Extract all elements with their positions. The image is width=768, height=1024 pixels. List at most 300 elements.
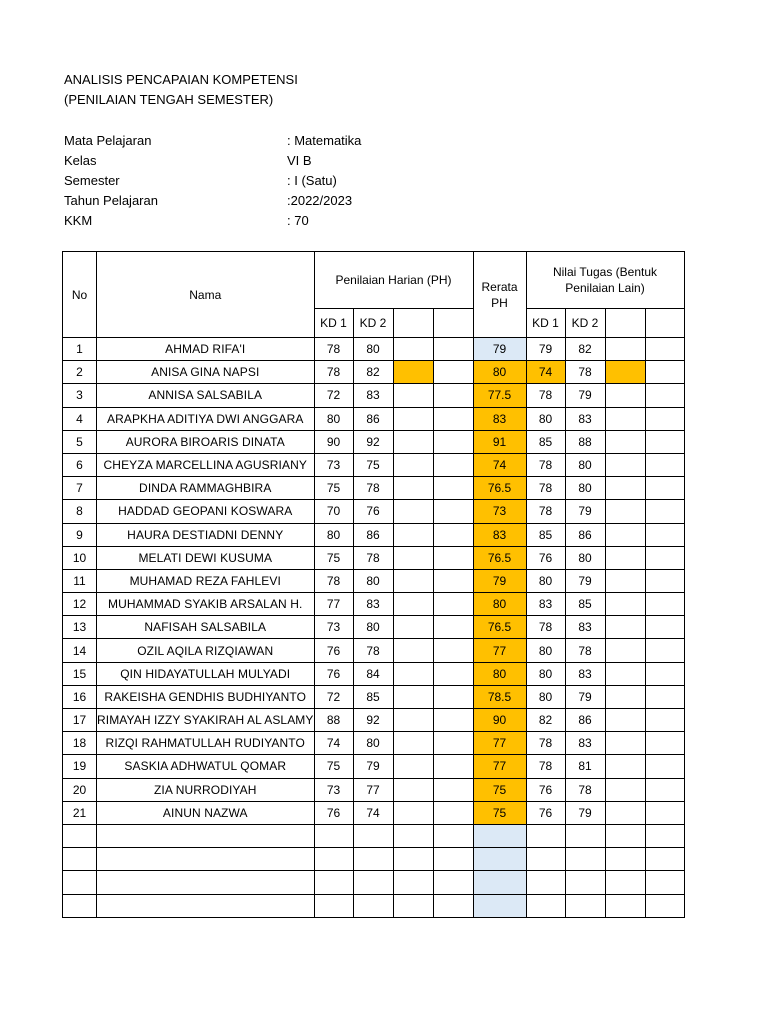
- row-name[interactable]: DINDA RAMMAGHBIRA: [97, 477, 315, 500]
- empty-cell[interactable]: [314, 871, 353, 894]
- row-name[interactable]: OZIL AQILA RIZQIAWAN: [97, 639, 315, 662]
- row-tugas-kd2[interactable]: 79: [565, 500, 605, 523]
- row-tugas-extra-1[interactable]: [605, 361, 645, 384]
- row-name[interactable]: MUHAMAD REZA FAHLEVI: [97, 569, 315, 592]
- row-tugas-kd1[interactable]: 80: [526, 685, 565, 708]
- row-rerata[interactable]: 75: [473, 778, 526, 801]
- empty-cell[interactable]: [565, 824, 605, 847]
- empty-cell[interactable]: [353, 824, 393, 847]
- row-ph-extra-2[interactable]: [433, 338, 473, 361]
- row-no[interactable]: 15: [63, 662, 97, 685]
- row-name[interactable]: ARAPKHA ADITIYA DWI ANGGARA: [97, 407, 315, 430]
- row-tugas-extra-1[interactable]: [605, 662, 645, 685]
- row-ph-extra-2[interactable]: [433, 709, 473, 732]
- empty-cell[interactable]: [605, 848, 645, 871]
- row-ph-kd1[interactable]: 75: [314, 546, 353, 569]
- row-ph-kd1[interactable]: 76: [314, 662, 353, 685]
- row-ph-extra-2[interactable]: [433, 453, 473, 476]
- row-tugas-extra-2[interactable]: [645, 384, 684, 407]
- semester-value: : I (Satu): [287, 173, 337, 188]
- row-tugas-extra-2[interactable]: [645, 430, 684, 453]
- row-tugas-extra-1[interactable]: [605, 709, 645, 732]
- empty-cell[interactable]: [473, 824, 526, 847]
- table-row: [63, 755, 685, 778]
- row-tugas-kd2[interactable]: 85: [565, 593, 605, 616]
- row-ph-kd1[interactable]: 78: [314, 569, 353, 592]
- row-ph-extra-2[interactable]: [433, 593, 473, 616]
- row-tugas-kd1[interactable]: 80: [526, 639, 565, 662]
- row-ph-kd2[interactable]: 78: [353, 477, 393, 500]
- row-rerata[interactable]: 75: [473, 801, 526, 824]
- row-rerata[interactable]: 76.5: [473, 616, 526, 639]
- row-ph-extra-2[interactable]: [433, 546, 473, 569]
- empty-cell[interactable]: [353, 871, 393, 894]
- row-ph-kd2[interactable]: 78: [353, 639, 393, 662]
- row-tugas-kd1[interactable]: 76: [526, 778, 565, 801]
- table-row: [63, 639, 685, 662]
- row-no[interactable]: 4: [63, 407, 97, 430]
- row-ph-extra-2[interactable]: [433, 361, 473, 384]
- row-ph-kd1[interactable]: 90: [314, 430, 353, 453]
- row-name[interactable]: AHMAD RIFA'I: [97, 338, 315, 361]
- row-tugas-kd1[interactable]: 76: [526, 546, 565, 569]
- row-name[interactable]: QIN HIDAYATULLAH MULYADI: [97, 662, 315, 685]
- row-ph-extra-1[interactable]: [393, 755, 433, 778]
- empty-cell[interactable]: [565, 871, 605, 894]
- row-name[interactable]: ANNISA SALSABILA: [97, 384, 315, 407]
- header-tugas-kd1: KD 1: [526, 309, 565, 338]
- row-name[interactable]: ZIA NURRODIYAH: [97, 778, 315, 801]
- row-tugas-extra-2[interactable]: [645, 639, 684, 662]
- row-tugas-extra-2[interactable]: [645, 662, 684, 685]
- row-tugas-kd1[interactable]: 78: [526, 616, 565, 639]
- empty-cell[interactable]: [473, 848, 526, 871]
- empty-cell[interactable]: [393, 871, 433, 894]
- row-ph-extra-1[interactable]: [393, 685, 433, 708]
- row-ph-kd2[interactable]: 76: [353, 500, 393, 523]
- row-tugas-extra-1[interactable]: [605, 639, 645, 662]
- row-ph-extra-2[interactable]: [433, 569, 473, 592]
- row-no[interactable]: 3: [63, 384, 97, 407]
- empty-table-row: [63, 894, 685, 917]
- row-ph-extra-2[interactable]: [433, 477, 473, 500]
- row-tugas-kd1[interactable]: 78: [526, 453, 565, 476]
- row-tugas-extra-1[interactable]: [605, 523, 645, 546]
- row-tugas-kd2[interactable]: 86: [565, 709, 605, 732]
- row-tugas-kd1[interactable]: 82: [526, 709, 565, 732]
- header-ph-kd1: KD 1: [314, 309, 353, 338]
- empty-cell[interactable]: [63, 824, 97, 847]
- row-tugas-kd1[interactable]: 83: [526, 593, 565, 616]
- row-ph-kd2[interactable]: 75: [353, 453, 393, 476]
- row-tugas-kd2[interactable]: 78: [565, 639, 605, 662]
- row-tugas-extra-2[interactable]: [645, 593, 684, 616]
- row-ph-extra-1[interactable]: [393, 477, 433, 500]
- row-rerata[interactable]: 77: [473, 755, 526, 778]
- row-tugas-kd1[interactable]: 79: [526, 338, 565, 361]
- row-no[interactable]: 5: [63, 430, 97, 453]
- row-ph-kd2[interactable]: 92: [353, 709, 393, 732]
- row-ph-extra-1[interactable]: [393, 384, 433, 407]
- row-ph-kd1[interactable]: 73: [314, 616, 353, 639]
- row-ph-extra-2[interactable]: [433, 407, 473, 430]
- row-no[interactable]: 18: [63, 732, 97, 755]
- row-no[interactable]: 20: [63, 778, 97, 801]
- row-ph-extra-2[interactable]: [433, 662, 473, 685]
- empty-cell[interactable]: [63, 848, 97, 871]
- row-ph-kd1[interactable]: 80: [314, 523, 353, 546]
- row-tugas-extra-1[interactable]: [605, 569, 645, 592]
- empty-cell[interactable]: [314, 824, 353, 847]
- row-tugas-extra-2[interactable]: [645, 338, 684, 361]
- row-no[interactable]: 14: [63, 639, 97, 662]
- row-ph-kd2[interactable]: 86: [353, 407, 393, 430]
- row-ph-kd1[interactable]: 75: [314, 477, 353, 500]
- row-tugas-extra-2[interactable]: [645, 755, 684, 778]
- row-ph-kd2[interactable]: 82: [353, 361, 393, 384]
- row-tugas-kd2[interactable]: 80: [565, 477, 605, 500]
- empty-cell[interactable]: [314, 848, 353, 871]
- empty-cell[interactable]: [433, 824, 473, 847]
- row-ph-extra-1[interactable]: [393, 500, 433, 523]
- row-tugas-kd2[interactable]: 81: [565, 755, 605, 778]
- row-tugas-kd2[interactable]: 80: [565, 546, 605, 569]
- row-ph-extra-1[interactable]: [393, 801, 433, 824]
- row-tugas-extra-2[interactable]: [645, 453, 684, 476]
- row-name[interactable]: HADDAD GEOPANI KOSWARA: [97, 500, 315, 523]
- row-ph-extra-2[interactable]: [433, 500, 473, 523]
- row-tugas-kd1[interactable]: 74: [526, 361, 565, 384]
- row-ph-extra-1[interactable]: [393, 778, 433, 801]
- row-tugas-extra-2[interactable]: [645, 801, 684, 824]
- row-ph-extra-2[interactable]: [433, 732, 473, 755]
- row-tugas-extra-2[interactable]: [645, 732, 684, 755]
- row-no[interactable]: 17: [63, 709, 97, 732]
- row-rerata[interactable]: 76.5: [473, 546, 526, 569]
- row-ph-kd1[interactable]: 72: [314, 384, 353, 407]
- row-ph-kd1[interactable]: 78: [314, 338, 353, 361]
- row-no[interactable]: 2: [63, 361, 97, 384]
- row-rerata[interactable]: 83: [473, 407, 526, 430]
- row-tugas-kd1[interactable]: 80: [526, 407, 565, 430]
- row-rerata[interactable]: 90: [473, 709, 526, 732]
- empty-cell[interactable]: [645, 871, 684, 894]
- row-tugas-kd2[interactable]: 79: [565, 384, 605, 407]
- row-no[interactable]: 13: [63, 616, 97, 639]
- row-rerata[interactable]: 73: [473, 500, 526, 523]
- row-tugas-kd2[interactable]: 86: [565, 523, 605, 546]
- row-name[interactable]: ANISA GINA NAPSI: [97, 361, 315, 384]
- row-ph-extra-1[interactable]: [393, 709, 433, 732]
- row-ph-extra-1[interactable]: [393, 616, 433, 639]
- row-ph-kd2[interactable]: 78: [353, 546, 393, 569]
- row-ph-extra-2[interactable]: [433, 616, 473, 639]
- row-tugas-kd2[interactable]: 78: [565, 361, 605, 384]
- row-ph-extra-1[interactable]: [393, 523, 433, 546]
- row-name[interactable]: SASKIA ADHWATUL QOMAR: [97, 755, 315, 778]
- row-tugas-extra-1[interactable]: [605, 500, 645, 523]
- header-rerata: Rerata PH: [473, 252, 526, 338]
- row-name[interactable]: AURORA BIROARIS DINATA: [97, 430, 315, 453]
- empty-cell[interactable]: [63, 871, 97, 894]
- row-tugas-extra-1[interactable]: [605, 477, 645, 500]
- empty-cell[interactable]: [97, 824, 315, 847]
- row-no[interactable]: 1: [63, 338, 97, 361]
- row-tugas-extra-2[interactable]: [645, 407, 684, 430]
- row-rerata[interactable]: 80: [473, 662, 526, 685]
- report-title-line1: ANALISIS PENCAPAIAN KOMPETENSI: [64, 72, 298, 87]
- empty-cell[interactable]: [353, 894, 393, 917]
- row-tugas-kd2[interactable]: 79: [565, 801, 605, 824]
- row-tugas-kd2[interactable]: 78: [565, 778, 605, 801]
- row-ph-extra-2[interactable]: [433, 430, 473, 453]
- empty-cell[interactable]: [393, 894, 433, 917]
- empty-cell[interactable]: [605, 824, 645, 847]
- empty-cell[interactable]: [393, 848, 433, 871]
- row-rerata[interactable]: 91: [473, 430, 526, 453]
- class-value: VI B: [287, 153, 312, 168]
- row-tugas-kd1[interactable]: 85: [526, 523, 565, 546]
- empty-cell[interactable]: [565, 848, 605, 871]
- header-name: Nama: [97, 252, 315, 338]
- row-ph-kd2[interactable]: 80: [353, 732, 393, 755]
- row-ph-kd1[interactable]: 76: [314, 639, 353, 662]
- row-ph-kd2[interactable]: 74: [353, 801, 393, 824]
- empty-cell[interactable]: [63, 894, 97, 917]
- row-ph-kd1[interactable]: 73: [314, 778, 353, 801]
- row-no[interactable]: 8: [63, 500, 97, 523]
- empty-cell[interactable]: [433, 894, 473, 917]
- empty-cell[interactable]: [473, 871, 526, 894]
- row-no[interactable]: 9: [63, 523, 97, 546]
- row-no[interactable]: 19: [63, 755, 97, 778]
- row-ph-extra-2[interactable]: [433, 523, 473, 546]
- row-no[interactable]: 21: [63, 801, 97, 824]
- row-tugas-extra-1[interactable]: [605, 546, 645, 569]
- row-tugas-kd1[interactable]: 78: [526, 500, 565, 523]
- row-tugas-kd1[interactable]: 80: [526, 569, 565, 592]
- empty-cell[interactable]: [97, 848, 315, 871]
- row-ph-kd1[interactable]: 73: [314, 453, 353, 476]
- row-name[interactable]: NAFISAH SALSABILA: [97, 616, 315, 639]
- row-tugas-kd2[interactable]: 83: [565, 616, 605, 639]
- table-row: [63, 361, 685, 384]
- row-tugas-extra-2[interactable]: [645, 569, 684, 592]
- row-ph-kd1[interactable]: 80: [314, 407, 353, 430]
- row-ph-extra-1[interactable]: [393, 569, 433, 592]
- row-tugas-extra-2[interactable]: [645, 500, 684, 523]
- row-tugas-kd2[interactable]: 79: [565, 685, 605, 708]
- row-tugas-kd1[interactable]: 76: [526, 801, 565, 824]
- row-tugas-extra-2[interactable]: [645, 709, 684, 732]
- row-ph-kd1[interactable]: 74: [314, 732, 353, 755]
- row-name[interactable]: RIMAYAH IZZY SYAKIRAH AL ASLAMY: [97, 709, 315, 732]
- row-name[interactable]: AINUN NAZWA: [97, 801, 315, 824]
- row-name[interactable]: CHEYZA MARCELLINA AGUSRIANY: [97, 453, 315, 476]
- row-tugas-kd1[interactable]: 78: [526, 477, 565, 500]
- row-tugas-extra-2[interactable]: [645, 778, 684, 801]
- row-tugas-extra-2[interactable]: [645, 477, 684, 500]
- subject-label: Mata Pelajaran: [64, 133, 152, 148]
- row-tugas-kd1[interactable]: 78: [526, 732, 565, 755]
- row-no[interactable]: 6: [63, 453, 97, 476]
- row-name[interactable]: MELATI DEWI KUSUMA: [97, 546, 315, 569]
- row-ph-extra-2[interactable]: [433, 685, 473, 708]
- row-ph-kd2[interactable]: 84: [353, 662, 393, 685]
- row-no[interactable]: 10: [63, 546, 97, 569]
- row-tugas-extra-1[interactable]: [605, 384, 645, 407]
- row-tugas-extra-1[interactable]: [605, 616, 645, 639]
- table-row: [63, 732, 685, 755]
- row-ph-extra-1[interactable]: [393, 662, 433, 685]
- row-ph-extra-1[interactable]: [393, 593, 433, 616]
- row-tugas-extra-1[interactable]: [605, 430, 645, 453]
- table-row: [63, 546, 685, 569]
- row-tugas-extra-1[interactable]: [605, 407, 645, 430]
- row-tugas-kd2[interactable]: 82: [565, 338, 605, 361]
- row-no[interactable]: 11: [63, 569, 97, 592]
- row-ph-kd1[interactable]: 70: [314, 500, 353, 523]
- table-row: [63, 593, 685, 616]
- table-row: [63, 500, 685, 523]
- row-no[interactable]: 7: [63, 477, 97, 500]
- row-tugas-extra-1[interactable]: [605, 801, 645, 824]
- row-ph-kd1[interactable]: 76: [314, 801, 353, 824]
- row-ph-kd2[interactable]: 86: [353, 523, 393, 546]
- row-ph-extra-1[interactable]: [393, 453, 433, 476]
- row-name[interactable]: MUHAMMAD SYAKIB ARSALAN H.: [97, 593, 315, 616]
- row-tugas-extra-1[interactable]: [605, 453, 645, 476]
- empty-cell[interactable]: [605, 871, 645, 894]
- table-row: [63, 338, 685, 361]
- row-ph-extra-1[interactable]: [393, 732, 433, 755]
- row-tugas-extra-2[interactable]: [645, 685, 684, 708]
- row-tugas-extra-1[interactable]: [605, 338, 645, 361]
- row-ph-kd1[interactable]: 72: [314, 685, 353, 708]
- row-tugas-kd1[interactable]: 78: [526, 384, 565, 407]
- row-ph-extra-2[interactable]: [433, 778, 473, 801]
- row-rerata[interactable]: 74: [473, 453, 526, 476]
- header-tugas-kd2: KD 2: [565, 309, 605, 338]
- year-label: Tahun Pelajaran: [64, 193, 158, 208]
- row-tugas-kd2[interactable]: 83: [565, 732, 605, 755]
- row-tugas-extra-1[interactable]: [605, 755, 645, 778]
- row-rerata[interactable]: 80: [473, 361, 526, 384]
- empty-cell[interactable]: [353, 848, 393, 871]
- row-tugas-kd2[interactable]: 88: [565, 430, 605, 453]
- row-tugas-kd2[interactable]: 83: [565, 407, 605, 430]
- row-tugas-extra-1[interactable]: [605, 685, 645, 708]
- row-tugas-kd1[interactable]: 78: [526, 755, 565, 778]
- empty-cell[interactable]: [433, 848, 473, 871]
- row-ph-kd1[interactable]: 78: [314, 361, 353, 384]
- table-row: [63, 430, 685, 453]
- table-row: [63, 569, 685, 592]
- empty-cell[interactable]: [645, 894, 684, 917]
- row-ph-extra-2[interactable]: [433, 755, 473, 778]
- row-tugas-extra-1[interactable]: [605, 593, 645, 616]
- empty-cell[interactable]: [645, 848, 684, 871]
- row-ph-extra-2[interactable]: [433, 384, 473, 407]
- row-rerata[interactable]: 78.5: [473, 685, 526, 708]
- row-ph-kd2[interactable]: 85: [353, 685, 393, 708]
- row-ph-extra-1[interactable]: [393, 338, 433, 361]
- empty-cell[interactable]: [526, 894, 565, 917]
- row-tugas-extra-1[interactable]: [605, 732, 645, 755]
- row-tugas-kd2[interactable]: 83: [565, 662, 605, 685]
- row-ph-extra-1[interactable]: [393, 546, 433, 569]
- header-ph: Penilaian Harian (PH): [314, 252, 473, 309]
- row-ph-extra-1[interactable]: [393, 361, 433, 384]
- row-tugas-kd2[interactable]: 79: [565, 569, 605, 592]
- empty-cell[interactable]: [605, 894, 645, 917]
- row-rerata[interactable]: 77: [473, 732, 526, 755]
- empty-cell[interactable]: [526, 871, 565, 894]
- row-ph-extra-1[interactable]: [393, 639, 433, 662]
- row-rerata[interactable]: 79: [473, 569, 526, 592]
- row-rerata[interactable]: 79: [473, 338, 526, 361]
- empty-cell[interactable]: [433, 871, 473, 894]
- empty-cell[interactable]: [473, 894, 526, 917]
- row-tugas-kd1[interactable]: 85: [526, 430, 565, 453]
- row-rerata[interactable]: 80: [473, 593, 526, 616]
- row-ph-extra-1[interactable]: [393, 407, 433, 430]
- row-name[interactable]: RIZQI RAHMATULLAH RUDIYANTO: [97, 732, 315, 755]
- row-ph-kd2[interactable]: 77: [353, 778, 393, 801]
- empty-cell[interactable]: [526, 824, 565, 847]
- row-ph-extra-2[interactable]: [433, 639, 473, 662]
- row-ph-extra-2[interactable]: [433, 801, 473, 824]
- row-ph-kd2[interactable]: 79: [353, 755, 393, 778]
- row-rerata[interactable]: 76.5: [473, 477, 526, 500]
- row-tugas-kd2[interactable]: 80: [565, 453, 605, 476]
- row-name[interactable]: HAURA DESTIADNI DENNY: [97, 523, 315, 546]
- row-rerata[interactable]: 77: [473, 639, 526, 662]
- row-ph-kd1[interactable]: 77: [314, 593, 353, 616]
- empty-cell[interactable]: [97, 871, 315, 894]
- empty-cell[interactable]: [97, 894, 315, 917]
- empty-cell[interactable]: [526, 848, 565, 871]
- empty-cell[interactable]: [393, 824, 433, 847]
- row-tugas-extra-1[interactable]: [605, 778, 645, 801]
- row-tugas-extra-2[interactable]: [645, 523, 684, 546]
- row-name[interactable]: RAKEISHA GENDHIS BUDHIYANTO: [97, 685, 315, 708]
- row-rerata[interactable]: 77.5: [473, 384, 526, 407]
- row-tugas-extra-2[interactable]: [645, 361, 684, 384]
- empty-cell[interactable]: [314, 894, 353, 917]
- row-ph-kd2[interactable]: 92: [353, 430, 393, 453]
- row-ph-extra-1[interactable]: [393, 430, 433, 453]
- row-ph-kd2[interactable]: 80: [353, 569, 393, 592]
- row-ph-kd2[interactable]: 83: [353, 384, 393, 407]
- empty-table-row: [63, 824, 685, 847]
- row-tugas-kd1[interactable]: 80: [526, 662, 565, 685]
- row-ph-kd1[interactable]: 88: [314, 709, 353, 732]
- empty-cell[interactable]: [565, 894, 605, 917]
- row-no[interactable]: 12: [63, 593, 97, 616]
- row-ph-kd1[interactable]: 75: [314, 755, 353, 778]
- row-tugas-extra-2[interactable]: [645, 546, 684, 569]
- table-row: [63, 453, 685, 476]
- semester-label: Semester: [64, 173, 120, 188]
- row-ph-kd2[interactable]: 80: [353, 616, 393, 639]
- empty-cell[interactable]: [645, 824, 684, 847]
- row-ph-kd2[interactable]: 80: [353, 338, 393, 361]
- row-no[interactable]: 16: [63, 685, 97, 708]
- row-rerata[interactable]: 83: [473, 523, 526, 546]
- row-tugas-extra-2[interactable]: [645, 616, 684, 639]
- row-ph-kd2[interactable]: 83: [353, 593, 393, 616]
